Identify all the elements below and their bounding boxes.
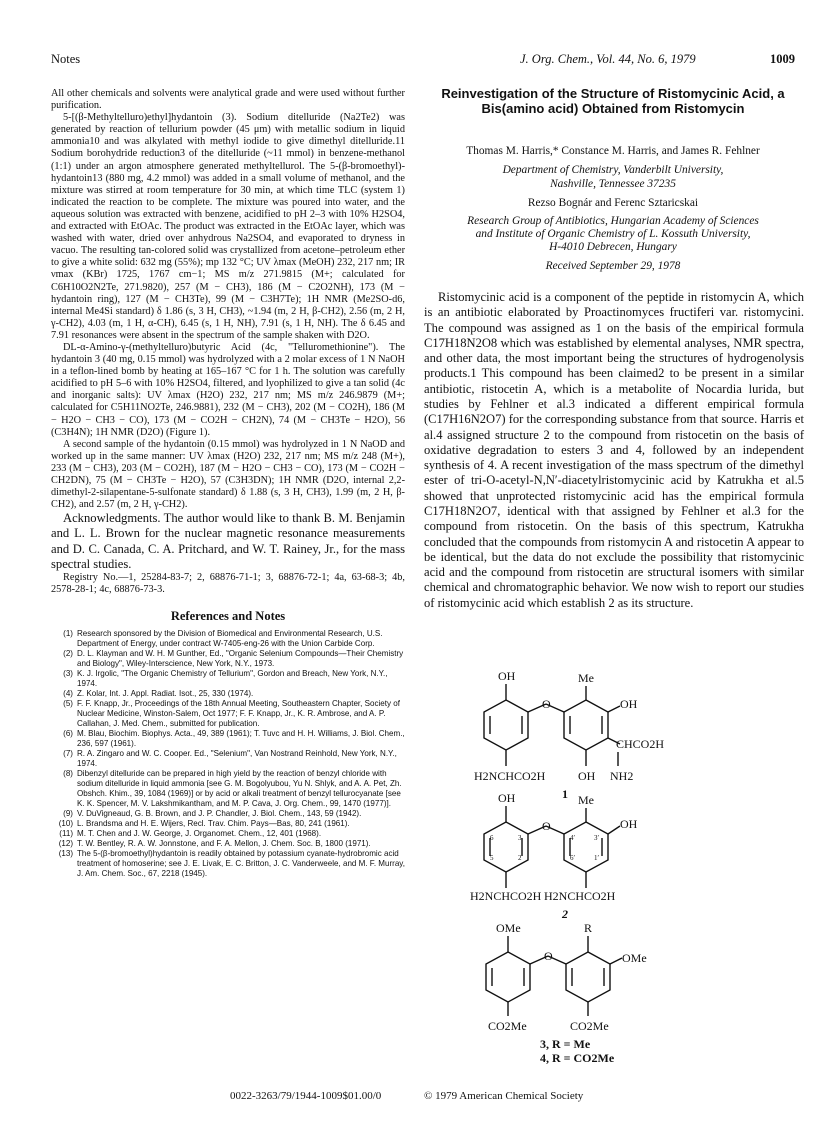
s2-ring-b-pos-4: 4′ xyxy=(570,834,576,842)
chemical-structures xyxy=(470,669,730,1080)
affiliation-debrecen-line3: H-4010 Debrecen, Hungary xyxy=(549,241,677,253)
affiliation-vanderbilt-line1: Department of Chemistry, Vanderbilt University, xyxy=(502,164,724,176)
s1-methyl: Me xyxy=(578,671,594,685)
s2-ring-a-pos-3: 3 xyxy=(518,834,522,842)
reference-item xyxy=(51,839,405,849)
reference-number: (1) xyxy=(63,629,73,639)
affiliation-debrecen-line1: Research Group of Antibiotics, Hungarian Academy of Sciences xyxy=(467,215,759,227)
acknowledgments: Acknowledgments. The author would like to thank B. M. Benjamin and L. L. Brown for the nuclear magnetic resonance measurements and D. C. Canada, C. A. Pritchard, and W. T. Rainey, Jr., for the mass spectral studies. xyxy=(51,511,405,571)
s2-oh-right: OH xyxy=(620,817,638,831)
reference-text: R. A. Zingaro and W. C. Cooper. Ed., "Selenium", Van Nostrand Reinhold, New York, N.Y., 1974. xyxy=(77,749,397,769)
s2-ether-oxygen: O xyxy=(542,819,551,833)
reference-number: (11) xyxy=(59,829,73,839)
s2-number: 2 xyxy=(562,907,568,921)
references-heading: References and Notes xyxy=(170,609,286,624)
reference-item xyxy=(51,829,405,839)
s34-ome-left: OMe xyxy=(496,921,521,935)
s1-ether-oxygen: O xyxy=(542,697,551,711)
authors-secondary: Rezso Bognár and Ferenc Sztaricskai xyxy=(527,197,699,209)
affiliation-debrecen-line2: and Institute of Organic Chemistry of L. Kossuth University, xyxy=(475,228,751,240)
reference-item xyxy=(51,689,405,699)
reference-text: L. Brandsma and H. E. Wijers, Recl. Trav. Chim. Pays—Bas, 80, 241 (1961). xyxy=(77,819,350,829)
s34-co2me-left: CO2Me xyxy=(488,1019,527,1033)
s1-h2nchco2h: H2NCHCO2H xyxy=(474,769,546,783)
intro-paragraph: Ristomycinic acid is a component of the peptide in ristomycin A, which is an antibiotic elaborated by Proactinomyces fructiferi var. ristomycini. The compound was assigned as 1 on the basis of the empirical formula C17H18N2O8 which was established by elemental analyses, NMR spectra, and other data, the most important being the structures of hydrogenolysis products.1 This compound has been claimed2 to be present in a similar antibiotic, ristocetin A, which is a metabolite of Nocardia lurida, but studies by Fehlner et al.3 indicated a different empirical formula (C17H16N2O7) for the corresponding substance from that source. Harris et al.4 assigned structure 2 to the compound from ristocetin on the basis of oxidative degradation to esters 3 and 4, followed by an independent synthesis of 4. A recent investigation of the mass spectrum of the dimethyl ester of tri-O-acetyl-N,N′-diacetylristomycinic acid by Katrukha et al.5 showed that unprotected ristomycinic acid has the empirical formula C17H18N2O7, identical with that assigned by Fehlner et al.3 for the compound from ristocetin. On the basis of this spectrum, Katrukha concluded that the compounds from ristomycin A and ristocetin A appear to be identical, but the data do not exclude the possibility that ristomycinic acid and the compound from ristocetin are structural isomers with similar chemical and chromatographic behavior. We now wish to report our studies of ristomycinic acid which establish 2 as its structure. xyxy=(424,290,804,610)
reference-item xyxy=(51,849,405,879)
reference-number: (5) xyxy=(63,699,73,709)
footer-copyright: © 1979 American Chemical Society xyxy=(424,1090,584,1102)
footer-code: 0022-3263/79/1944-1009$01.00/0 xyxy=(230,1090,382,1102)
s2-ring-a-pos-6: 6 xyxy=(490,834,494,842)
s34-label-3: 3, R = Me xyxy=(540,1037,591,1051)
article-title: Reinvestigation of the Structure of Ristomycinic Acid, a Bis(amino acid) Obtained from Ristomycin xyxy=(441,86,785,117)
affiliation-vanderbilt-line2: Nashville, Tennessee 37235 xyxy=(550,178,676,190)
reference-text: The 5-(β-bromoethyl)hydantoin is readily obtained by potassium cyanate-hydrobromic acid treatment of homoserine; see J. E. Livak, E. C. Britton, J. C. Vanderweele, and M. F. Murray, J. Am. Chem. Soc., 67, 2218 (1945). xyxy=(77,849,405,879)
reference-item xyxy=(51,819,405,829)
journal-citation: J. Org. Chem., Vol. 44, No. 6, 1979 xyxy=(520,52,696,66)
reference-item xyxy=(51,729,405,749)
reference-number: (8) xyxy=(63,769,73,779)
reference-number: (9) xyxy=(63,809,73,819)
reference-text: D. L. Klayman and W. H. M Gunther, Ed., "Organic Selenium Compounds—Their Chemistry and Biology", Wiley-Interscience, New York, N.Y., 1973. xyxy=(77,649,404,669)
s2-ring-b-pos-1: 1′ xyxy=(594,854,600,862)
s2-ring-a-pos-2: 2 xyxy=(518,854,522,862)
reference-item xyxy=(51,699,405,729)
s2-oh-top-left: OH xyxy=(498,791,516,805)
s1-number: 1 xyxy=(562,787,568,801)
s2-ring-b-pos-6: 6′ xyxy=(570,854,576,862)
s34-ether-oxygen: O xyxy=(544,949,553,963)
authors-primary: Thomas M. Harris,* Constance M. Harris, and James R. Fehlner xyxy=(466,145,760,157)
reference-number: (12) xyxy=(58,839,73,849)
references-list xyxy=(51,629,405,879)
reference-number: (10) xyxy=(58,819,73,829)
s2-amino-acid-left: H2NCHCO2H xyxy=(470,889,542,903)
s1-nh2: NH2 xyxy=(610,769,634,783)
s34-co2me-right: CO2Me xyxy=(570,1019,609,1033)
running-head-left: Notes xyxy=(51,52,81,66)
reference-item xyxy=(51,629,405,649)
s1-oh-right: OH xyxy=(620,697,638,711)
reference-text: Z. Kolar, Int. J. Appl. Radiat. Isot., 25, 330 (1974). xyxy=(77,689,254,699)
reference-item xyxy=(51,769,405,809)
s2-ring-b-pos-3: 3′ xyxy=(594,834,600,842)
reference-text: T. W. Bentley, R. A. W. Jonnstone, and F. A. Mellon, J. Chem. Soc. B, 1800 (1971). xyxy=(77,839,371,849)
s34-r-group: R xyxy=(584,921,593,935)
reference-number: (2) xyxy=(63,649,73,659)
reference-item xyxy=(51,809,405,819)
reference-text: Research sponsored by the Division of Biomedical and Environmental Research, U.S. Department of Energy, under contract W-7405-eng-26 with the Union Carbide Corp. xyxy=(77,629,383,649)
reference-number: (7) xyxy=(63,749,73,759)
reference-item xyxy=(51,649,405,669)
article-body xyxy=(424,290,804,611)
s1-oh-bottom: OH xyxy=(578,769,596,783)
s1-chco2h: CHCO2H xyxy=(616,737,665,751)
registry-numbers: Registry No.—1, 25284-83-7; 2, 68876-71-1; 3, 68876-72-1; 4a, 63-68-3; 4b, 2578-28-1; 4c, 68876-73-3. xyxy=(51,572,405,596)
reference-number: (3) xyxy=(63,669,73,679)
s2-amino-acid-right: H2NCHCO2H xyxy=(544,889,616,903)
reference-text: F. F. Knapp, Jr., Proceedings of the 18th Annual Meeting, Southeastern Chapter, Society of Nuclear Medicine, Winston-Salem, Oct 1977; F. F. Knapp, Jr., K. R. Ambrose, and A. P. Callahan, J. Med. Chem., submitted for publication. xyxy=(77,699,400,729)
reference-number: (13) xyxy=(58,849,73,859)
left-column xyxy=(51,88,405,879)
reference-text: V. DuVigneaud, G. B. Brown, and J. P. Chandler, J. Biol. Chem., 143, 59 (1942). xyxy=(77,809,362,819)
reference-text: M. T. Chen and J. W. George, J. Organomet. Chem., 12, 401 (1968). xyxy=(77,829,322,839)
paragraph-second-sample: A second sample of the hydantoin (0.15 mmol) was hydrolyzed in 1 N NaOD and worked up in the same manner: UV λmax (H2O) 232, 217 nm; MS m/z 248 (M+), 233 (M − CH3), 203 (M − CO2H), 187 (M − H2O − CH3 − CO), 173 (M − CO2H − CH2DN), 75 (M − CH3Te − H2O), 57 (C3H3DN); 1H NMR (D2O, internal 2,2-dimethyl-2-silapentane-5-sulfonate standard) δ 1.88 (s, 3 H, CH3), 1.99 (m, 2 H, β-CH2), and 2.57 (m, 2 H, γ-CH2). xyxy=(51,438,405,511)
s34-ome-right: OMe xyxy=(622,951,647,965)
reference-text: Dibenzyl ditelluride can be prepared in high yield by the reaction of benzyl chloride with sodium ditelluride in liquid ammonia [see G. M. Bogolyubou, Yu N. Shlyk, and A. A. Pet, Zh. Obshch. Khim., 39, 1084 (1969)] or by acid or alkali treatment of benzyl tellurocyanate [see K. K. Spencer, M. V. Lakshmikantham, and M. P. Cava, J. Org. Chem., 99, 1470 (1977)]. xyxy=(77,769,402,809)
reference-item xyxy=(51,669,405,689)
page-number: 1009 xyxy=(770,52,795,66)
paragraph-compound-3: 5-[(β-Methyltelluro)ethyl]hydantoin (3). Sodium ditelluride (Na2Te2) was generated by reaction of tellurium powder (45 μm) with metallic sodium in liquid ammonia10 and was alkylated with methyl iodide to give dimethyl ditelluride.11 Sodium borohydride reduction3 of the ditelluride (~11 mmol) in benzene-methanol (1:1) under an argon atmosphere generated methyltellurol. The 5-(β-bromoethyl)-hydantoin13 (880 mg, 4.2 mmol) was added in a small volume of methanol, and the mixture was stirred at room temperature for 30 min, at which time TLC (system 1) indicated the reaction to be complete. The mixture was poured into water, and the aqueous solution was extracted with benzene, acidified to pH 2–3 with 10% H2SO4, and extracted with EtOAc. The product was extracted in the EtOAc layer, which was washed with water, dried over anhydrous Na2SO4, and evaporated to dryness in vacuo. The resulting tan-colored solid was crystallized from acetone–petroleum ether to give a white solid: 632 mg (55%); mp 132 °C; UV λmax (MeOH) 232, 217 nm; IR νmax (KBr) 1725, 1767 cm−1; MS m/z 271.9815 (M+; calculated for C6H10O2N2Te, 271.9820), 257 (M − CH3), 186 (M − C2O2NH), 173 (M − hydantoin ring), 127 (M − CH3Te), 99 (M − C3H7Te); 1H NMR (Me2SO-d6, internal Me4Si standard) δ 1.86 (s, 3 H, CH3), ~1.94 (m, 2 H, β-CH2), 2.56 (m, 2 H, γ-CH2), 4.03 (m, 1 H, α-CH), 6.45 (s, 1 H, NH), 7.91 (s, 1 H, NH). The δ 6.45 and 7.91 resonances were absent in the spectrum of the sample shaken with D2O. xyxy=(51,112,405,341)
received-date: Received September 29, 1978 xyxy=(545,260,681,272)
reference-number: (4) xyxy=(63,689,73,699)
s1-oh-top-left: OH xyxy=(498,669,516,683)
s34-label-4: 4, R = CO2Me xyxy=(540,1051,615,1065)
paragraph-compound-4c: DL-α-Amino-γ-(methyltelluro)butyric Acid (4c, "Telluromethionine"). The hydantoin 3 (40 mg, 0.15 mmol) was hydrolyzed with a 2 molar excess of 1 N NaOH in a teflon-lined bomb by heating at 165–167 °C for 1 h. The solution was carefully acidified to pH 5–6 with 10% H2SO4, filtered, and lyophilized to give a tan solid (4c and inorganic salts): UV λmax (H2O) 232, 217 nm; MS m/z 246.9879 (M+; calculated for C5H11NO2Te, 246.9881), 232 (M − CH3), 202 (M − CO2H), 186 (M − H2O − CH3 − CO), 173 (M − CO2H − CH2N), 74 (M − CH3Te − H2O), 56 (C3H4N); 1H NMR (D2O) (Figure 1). xyxy=(51,341,405,438)
reference-number: (6) xyxy=(63,729,73,739)
reference-text: K. J. Irgolic, "The Organic Chemistry of Tellurium", Gordon and Breach, New York, N.Y., 1974. xyxy=(77,669,388,689)
paragraph-chemicals: All other chemicals and solvents were analytical grade and were used without further purification. xyxy=(51,88,405,112)
s2-methyl: Me xyxy=(578,793,594,807)
s2-ring-a-pos-5: 5 xyxy=(490,854,494,862)
reference-text: M. Blau, Biochim. Biophys. Acta., 49, 389 (1961); T. Tuvc and H. H. Williams, J. Biol. Chem., 236, 597 (1961). xyxy=(77,729,405,749)
reference-item xyxy=(51,749,405,769)
